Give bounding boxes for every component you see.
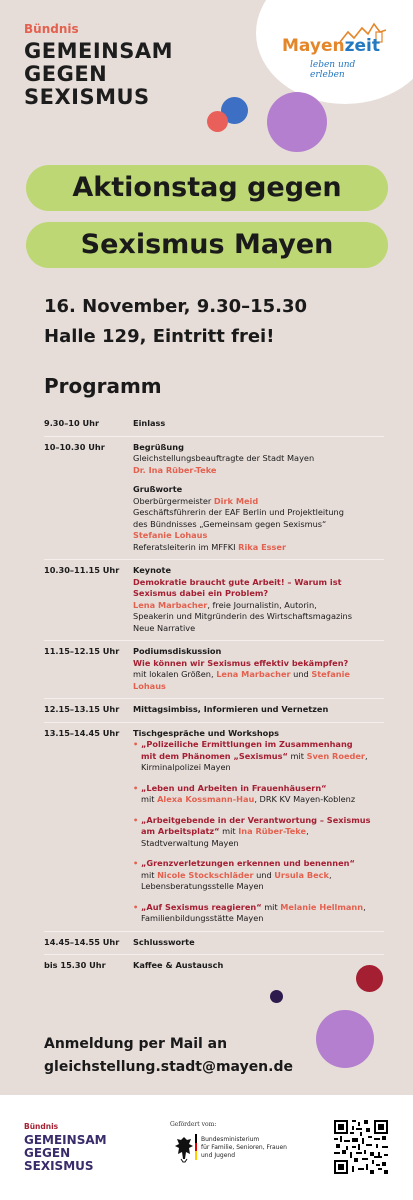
flag-stripe-icon [195,1134,197,1160]
workshop-title: am Arbeitsplatz“ [141,826,220,836]
decor-dot-orange [207,111,228,132]
workshop-item: • „Arbeitgebende in der Verantwortung – Sexismus am Arbeitsplatz“ mit Ina Rüber-Teke, Stadtverwaltung Mayen [133,815,384,850]
headline-pill-1: Aktionstag gegen [26,165,388,211]
funded-by-label: Gefördert vom: [170,1121,217,1128]
decor-dot-crimson [356,965,383,992]
bullet-icon: • [133,739,139,749]
row-label: Begrüßung [133,441,184,452]
schedule-row [44,436,384,560]
speaker-name: Lena Marbacher [133,599,208,610]
register-text: Anmeldung per Mail an [44,1036,228,1052]
bullet-icon: • [133,901,139,912]
row-label: Kaffee & Austausch [133,960,224,970]
row-text: Geschäftsführerin der EAF Berlin und Projektleitung [133,507,344,517]
speaker-name: Ina Rüber-Teke [238,826,307,836]
decor-dot-purple-bottom [316,1010,374,1068]
workshop-title: „Grenzverletzungen erkennen und benennen“ [141,858,355,868]
speaker-name: Dirk Meid [213,495,259,506]
schedule-row [44,931,384,955]
row-label: Keynote [133,565,172,575]
footer-brand-line: GEMEINSAM [24,1133,107,1147]
brand-name-line: SEXISMUS [24,85,150,109]
workshop-title: mit dem Phänomen „Sexismus“ [141,750,288,761]
speaker-name: Ursula Beck [274,869,329,880]
program-schedule [44,413,384,978]
brand-name-line: GEGEN [24,62,108,86]
speaker-name: Sven Roeder [306,750,365,761]
row-text: Lebensberatungsstelle Mayen [141,881,264,891]
workshop-item: • „Grenzverletzungen erkennen und benennen“ mit Nicole Stockschläder und Ursula Beck, Lebensberatungsstelle Mayen [133,858,384,893]
headline-pill-2: Sexismus Mayen [26,222,388,268]
row-label: Schlussworte [133,936,195,947]
footer-brand [24,1122,107,1173]
brand-name-line: GEMEINSAM [24,39,173,63]
bullet-icon: • [133,782,139,793]
event-date-time: 16. November, 9.30–15.30 [44,296,308,317]
footer-brand-line: SEXISMUS [24,1159,94,1173]
keynote-title: Sexismus dabei ein Problem? [133,588,269,598]
workshop-item: • „Auf Sexismus reagieren“ mit Melanie Hellmann, Familienbildungsstätte Mayen [133,902,384,925]
schedule-row [44,640,384,698]
row-text: mit lokalen Größen, Lena Marbacher und Stefanie Lohaus [133,669,350,691]
workshop-title: „Leben und Arbeiten in Frauenhäusern“ [141,782,327,793]
register-email[interactable]: gleichstellung.stadt@mayen.de [44,1059,293,1075]
footer-brand-line: GEGEN [24,1146,71,1160]
row-text: Oberbürgermeister Dirk Meid [133,495,259,506]
mayenzeit-logo[interactable] [282,22,392,82]
row-text: Familienbildungsstätte Mayen [141,913,264,923]
workshop-title: „Polizeiliche Ermittlungen im Zusammenhang [141,739,353,749]
row-time: 9.30–10 Uhr [44,418,100,428]
decor-dot-navy [270,990,283,1003]
logo-word-main: Mayen [282,36,345,56]
row-text: Speakerin und Mitgründerin des Wirtschaftsmagazins [133,611,352,621]
workshop-item: • „Leben und Arbeiten in Frauenhäusern“ mit Alexa Kossmann-Hau, DRK KV Mayen-Koblenz [133,783,384,806]
row-time: 12.15–13.15 Uhr [44,704,120,714]
row-text: Referatsleiterin im MFFKI Rika Esser [133,541,287,552]
logo-tagline: leben und erleben [310,60,356,80]
row-text: Gleichstellungsbeauftragte der Stadt Mayen [133,453,315,463]
speaker-name: Nicole Stockschläder [157,869,254,880]
row-text: Lena Marbacher, freie Journalistin, Autorin, [133,599,317,610]
row-time: 13.15–14.45 Uhr [44,727,120,738]
schedule-row [44,698,384,722]
row-time: 11.15–12.15 Uhr [44,646,120,656]
row-time: bis 15.30 Uhr [44,960,106,970]
schedule-row [44,722,384,931]
row-text: des Bündnisses „Gemeinsam gegen Sexismus“ [133,518,327,529]
workshop-item: • „Polizeiliche Ermittlungen im Zusammenhang mit dem Phänomen „Sexismus“ mit Sven Roeder, Kirminalpolizei Mayen [133,739,384,774]
row-label: Einlass [133,418,166,428]
row-label: Tischgespräche und Workshops [133,727,280,738]
footer-brand-kicker: Bündnis [24,1122,59,1131]
workshop-title: „Auf Sexismus reagieren“ [141,901,262,912]
row-text: Stadtverwaltung Mayen [141,837,239,848]
keynote-title: Demokratie braucht gute Arbeit! – Warum ist [133,576,342,587]
footer-brand-name [24,1134,107,1173]
speaker-name: Lena Marbacher [216,669,291,679]
event-place: Halle 129, Eintritt frei! [44,326,275,347]
row-label: Podiumsdiskussion [133,646,222,656]
brand-block [24,22,173,109]
qr-code-icon[interactable] [334,1120,388,1174]
logo-word-accent: zeit [344,36,380,56]
program-title: Programm [44,374,162,398]
registration [44,1033,293,1079]
panel-question: Wie können wir Sexismus effektiv bekämpfen? [133,657,349,668]
bullet-icon: • [133,858,139,868]
speaker-name: Dr. Ina Rüber-Teke [133,464,217,475]
row-time: 14.45–14.55 Uhr [44,936,120,947]
speaker-name: Alexa Kossmann-Hau [157,794,255,804]
federal-eagle-icon [174,1135,194,1163]
row-text: Neue Narrative [133,622,196,633]
speaker-name: Stefanie Lohaus [133,530,208,540]
speaker-name: Stefanie Lohaus [133,669,350,691]
decor-dot-purple-top [267,92,327,152]
row-label: Mittagsimbiss, Informieren und Vernetzen [133,704,329,714]
schedule-row [44,954,384,978]
speaker-name: Melanie Hellmann [280,901,364,912]
workshop-title: „Arbeitgebende in der Verantwortung – Sexismus [141,814,371,825]
brand-kicker: Bündnis [24,22,79,36]
speaker-name: Rika Esser [238,541,287,552]
brand-name [24,40,173,109]
row-time: 10–10.30 Uhr [44,441,105,452]
logo-wordmark [282,36,380,56]
row-label: Grußworte [133,484,183,494]
row-time: 10.30–11.15 Uhr [44,565,120,575]
schedule-row [44,413,384,436]
row-text: Kirminalpolizei Mayen [141,762,231,772]
ministry-name: Bundesministerium für Familie, Senioren, Frauen und Jugend [201,1136,287,1159]
schedule-row [44,559,384,640]
bullet-icon: • [133,814,139,825]
event-info [44,292,307,352]
